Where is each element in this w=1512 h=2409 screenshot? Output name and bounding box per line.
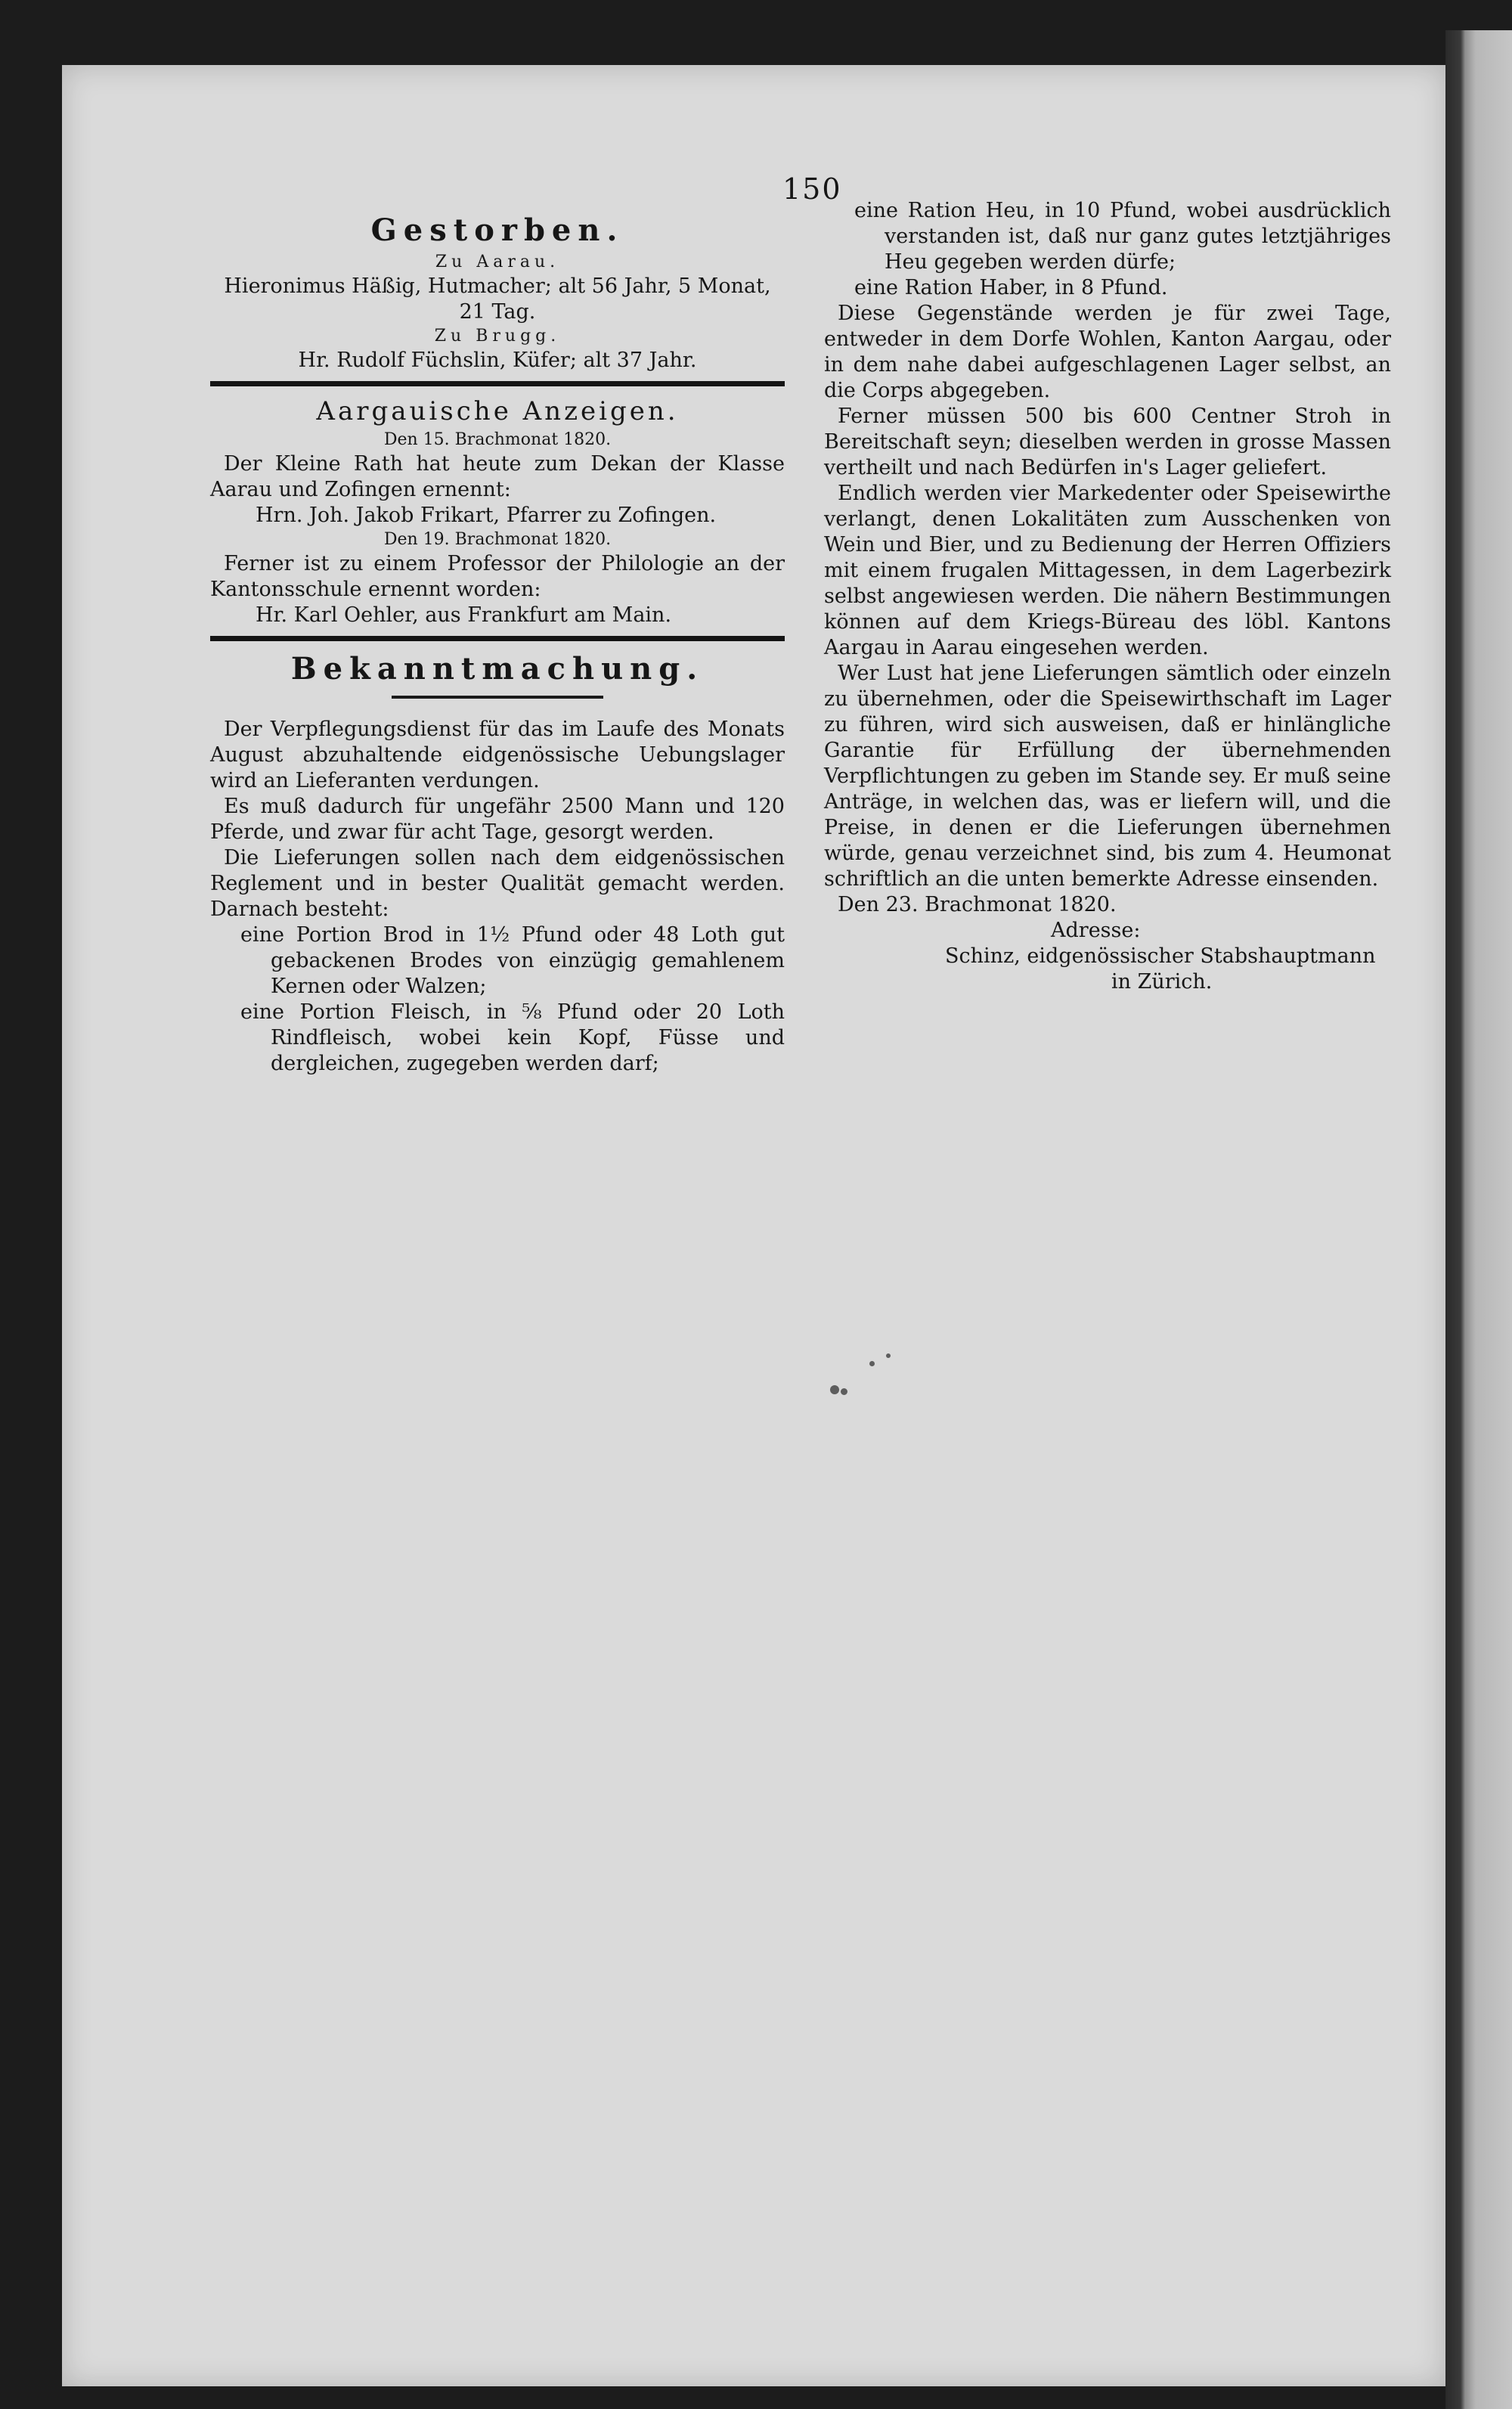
announcement-paragraph-5: Ferner müssen 500 bis 600 Centner Stroh in Bereitschaft seyn; dieselben werden in grosse Massen vertheilt und nach Bedürfen in's Lager geliefert. bbox=[824, 405, 1391, 479]
announcement-date: Den 23. Brachmonat 1820. bbox=[838, 893, 1117, 916]
announcement-paragraph-7: Wer Lust hat jene Lieferungen sämtlich oder einzeln zu übernehmen, oder die Speisewirthschaft im Lager zu führen, wird sich ausweisen, daß er hinlängliche Garantie für Erfüllung der übernehmenden Verpflichtungen zu geben im Stande sey. Er muß seine Anträge, in welchen das, was er liefern will, und die Preise, in denen er die Lieferungen übernehmen würde, genau verzeichnet sind, bis zum 4. Heumonat schriftlich an die unten bemerkte Adresse einsenden. bbox=[824, 662, 1391, 891]
right-column bbox=[824, 198, 1391, 995]
ration-item-bread: eine Portion Brod in 1½ Pfund oder 48 Loth gut gebackenen Brodes von einzügig gemahlenem Kernen oder Walzen; bbox=[240, 923, 785, 998]
address-name: Schinz, eidgenössischer Stabshauptmann bbox=[945, 944, 1376, 968]
deaths-entry-2: Hr. Rudolf Füchslin, Küfer; alt 37 Jahr. bbox=[298, 349, 697, 372]
announcement-paragraph-4: Diese Gegenstände werden je für zwei Tage, entweder in dem Dorfe Wohlen, Kanton Aargau, oder in dem nahe dabei aufgeschlagenen Lager selbst, an die Corps abgegeben. bbox=[824, 302, 1391, 402]
notices-name-2: Hr. Karl Oehler, aus Frankfurt am Main. bbox=[256, 603, 672, 627]
deaths-section bbox=[210, 210, 785, 374]
ration-item-meat: eine Portion Fleisch, in ⅝ Pfund oder 20 Loth Rindfleisch, wobei kein Kopf, Füsse und dergleichen, zugegeben werden darf; bbox=[240, 1000, 785, 1075]
notices-name-1: Hrn. Joh. Jakob Frikart, Pfarrer zu Zofingen. bbox=[256, 504, 717, 527]
deaths-entry-1: Hieronimus Häßig, Hutmacher; alt 56 Jahr, 5 Monat, 21 Tag. bbox=[224, 274, 771, 324]
ink-stain bbox=[841, 1388, 847, 1395]
announcement-section bbox=[210, 649, 785, 1077]
ink-stain bbox=[830, 1385, 839, 1394]
announcement-title: Bekanntmachung. bbox=[290, 651, 705, 687]
ink-stain bbox=[869, 1361, 875, 1366]
notices-date-2: Den 19. Brachmonat 1820. bbox=[383, 530, 612, 549]
announcement-paragraph-2: Es muß dadurch für ungefähr 2500 Mann und 120 Pferde, und zwar für acht Tage, gesorgt werden. bbox=[210, 795, 785, 844]
page-edge-binding bbox=[1445, 30, 1512, 2409]
section-divider bbox=[210, 381, 785, 386]
deaths-place-brugg: Zu Brugg. bbox=[434, 327, 561, 346]
address-label: Adresse: bbox=[1051, 919, 1141, 942]
deaths-place-aarau: Zu Aarau. bbox=[435, 253, 560, 271]
ink-stain bbox=[886, 1353, 891, 1358]
notices-text-1: Der Kleine Rath hat heute zum Dekan der Klasse Aarau und Zofingen ernennt: bbox=[210, 452, 785, 501]
notices-text-2: Ferner ist zu einem Professor der Philologie an der Kantonsschule ernennt worden: bbox=[210, 552, 785, 601]
notices-section bbox=[210, 394, 785, 628]
announcement-paragraph-3: Die Lieferungen sollen nach dem eidgenössischen Reglement und in bester Qualität gemacht werden. Darnach besteht: bbox=[210, 846, 785, 921]
section-divider bbox=[210, 636, 785, 641]
deaths-title: Gestorben. bbox=[370, 212, 624, 248]
title-underline bbox=[392, 696, 603, 699]
ration-item-oats: eine Ration Haber, in 8 Pfund. bbox=[854, 276, 1168, 299]
notices-title: Aargauische Anzeigen. bbox=[316, 396, 679, 426]
address-city: in Zürich. bbox=[1111, 970, 1213, 994]
page-number: 150 bbox=[782, 172, 842, 206]
announcement-paragraph-6: Endlich werden vier Markedenter oder Speisewirthe verlangt, denen Lokalitäten zum Ausschenken von Wein und Bier, und zu Bedienung der Herren Offiziers mit einem frugalen Mittagessen, in dem Lagerbezirk selbst angewiesen werden. Die nähern Bestimmungen können auf dem Kriegs-Büreau des löbl. Kantons Aargau in Aarau eingesehen werden. bbox=[824, 482, 1391, 659]
ration-item-hay: eine Ration Heu, in 10 Pfund, wobei ausdrücklich verstanden ist, daß nur ganz gutes letztjähriges Heu gegeben werden dürfe; bbox=[854, 199, 1391, 274]
announcement-paragraph-1: Der Verpflegungsdienst für das im Laufe des Monats August abzuhaltende eidgenössische Uebungslager wird an Lieferanten verdungen. bbox=[210, 718, 785, 792]
notices-date-1: Den 15. Brachmonat 1820. bbox=[383, 430, 612, 449]
left-column bbox=[210, 210, 785, 1077]
